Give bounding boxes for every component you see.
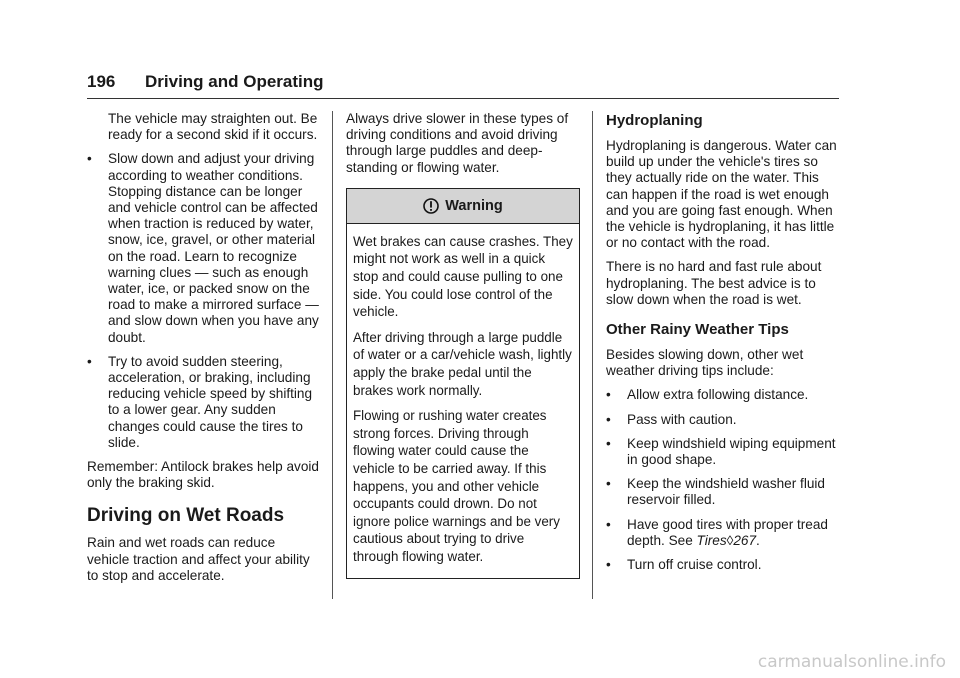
hydroplaning-paragraph: Hydroplaning is dangerous. Water can build up under the vehicle's tires so they actually ride on the water. This can happen if the road is wet enough and you are going fast enough. When the vehicle is hydroplaning, it has little or no contact with the road. [606,138,837,251]
tips-intro: Besides slowing down, other wet weather driving tips include: [606,347,804,379]
watermark: carmanualsonline.info [757,652,946,672]
continued-paragraph: The vehicle may straighten out. Be ready for a second skid if it occurs. [108,111,318,143]
section-heading-wet-roads: Driving on Wet Roads [87,505,285,527]
list-item [606,517,840,549]
list-item-text: Allow extra following distance. [627,387,809,403]
page-header [87,72,839,92]
section-heading-hydroplaning: Hydroplaning [606,112,703,129]
bullet-marker: • [606,476,611,492]
list-item-text: Have good tires with proper tread depth. See [627,516,828,548]
warning-paragraph: Flowing or rushing water creates strong forces. Driving through flowing water could cause the vehicle to be carried away. If this happens, you and other vehicle occupants could drown. Do not ignore police warnings and be very cautious about trying to drive through flowing water. [353,408,560,564]
list-item [606,412,840,428]
warning-paragraph: After driving through a large puddle of water or a car/vehicle wash, lightly apply the brake pedal until the brakes work normally. [353,329,572,398]
slow-driving-paragraph: Always drive slower in these types of driving conditions and avoid driving through large puddles and deep-standing or flowing water. [346,111,569,175]
bullet-marker: • [606,411,611,427]
section-heading-rainy-tips: Other Rainy Weather Tips [606,321,789,339]
warning-header [347,189,579,224]
column-divider-1 [332,111,333,599]
page-ref-icon: ◊ [726,532,734,548]
list-item [606,476,840,508]
bullet-marker: • [87,151,92,167]
bullet-marker: • [606,557,611,573]
list-item [606,436,840,468]
column-2 [346,111,580,579]
column-1 [87,111,319,592]
antilock-note: Remember: Antilock brakes help avoid only the braking skid. [87,459,319,491]
section-title: Driving and Operating [145,72,324,91]
list-item [87,151,319,345]
bullet-marker: • [87,353,92,369]
column-3 [606,111,840,581]
bullet-marker: • [606,516,611,532]
header-rule [87,98,839,99]
bullet-marker: • [606,435,611,451]
warning-icon [423,198,439,214]
wet-roads-paragraph: Rain and wet roads can reduce vehicle traction and affect your ability to stop and accelerate. [87,535,310,583]
list-item-text: Keep windshield wiping equipment in good shape. [627,435,836,468]
column-divider-2 [592,111,593,599]
list-item-text: Try to avoid sudden steering, acceleration, or braking, including reducing vehicle speed by shifting to a lower gear. Any sudden changes could cause the tires to slide. [108,353,313,450]
list-item [606,557,840,573]
page-number: 196 [87,72,116,91]
bullet-marker: • [606,387,611,403]
list-item [87,354,319,451]
list-item [606,387,840,403]
warning-body [347,224,579,578]
tires-link[interactable]: Tires [696,532,727,548]
period: . [756,532,760,548]
list-item-text: Turn off cruise control. [627,557,762,573]
warning-box [346,188,580,579]
list-item-text: Keep the windshield washer fluid reservoir filled. [627,476,825,508]
warning-paragraph: Wet brakes can cause crashes. They might not work as well in a quick stop and could cause pulling to one side. You could lose control of the vehicle. [353,233,573,320]
warning-title: Warning [445,197,503,214]
list-item-text: Pass with caution. [627,411,737,427]
tires-page-ref[interactable]: 267 [733,532,757,548]
hydroplaning-advice: There is no hard and fast rule about hydroplaning. The best advice is to slow down when the road is wet. [606,259,822,307]
list-item-text: Slow down and adjust your driving according to weather conditions. Stopping distance can be longer and vehicle control can be affected when traction is reduced by water, snow, ice, gravel, or other material on the road. Learn to recognize warning clues — such as enough water, ice, or packed snow on the road to make a mirrored surface — and slow down when you have any doubt. [108,151,319,345]
